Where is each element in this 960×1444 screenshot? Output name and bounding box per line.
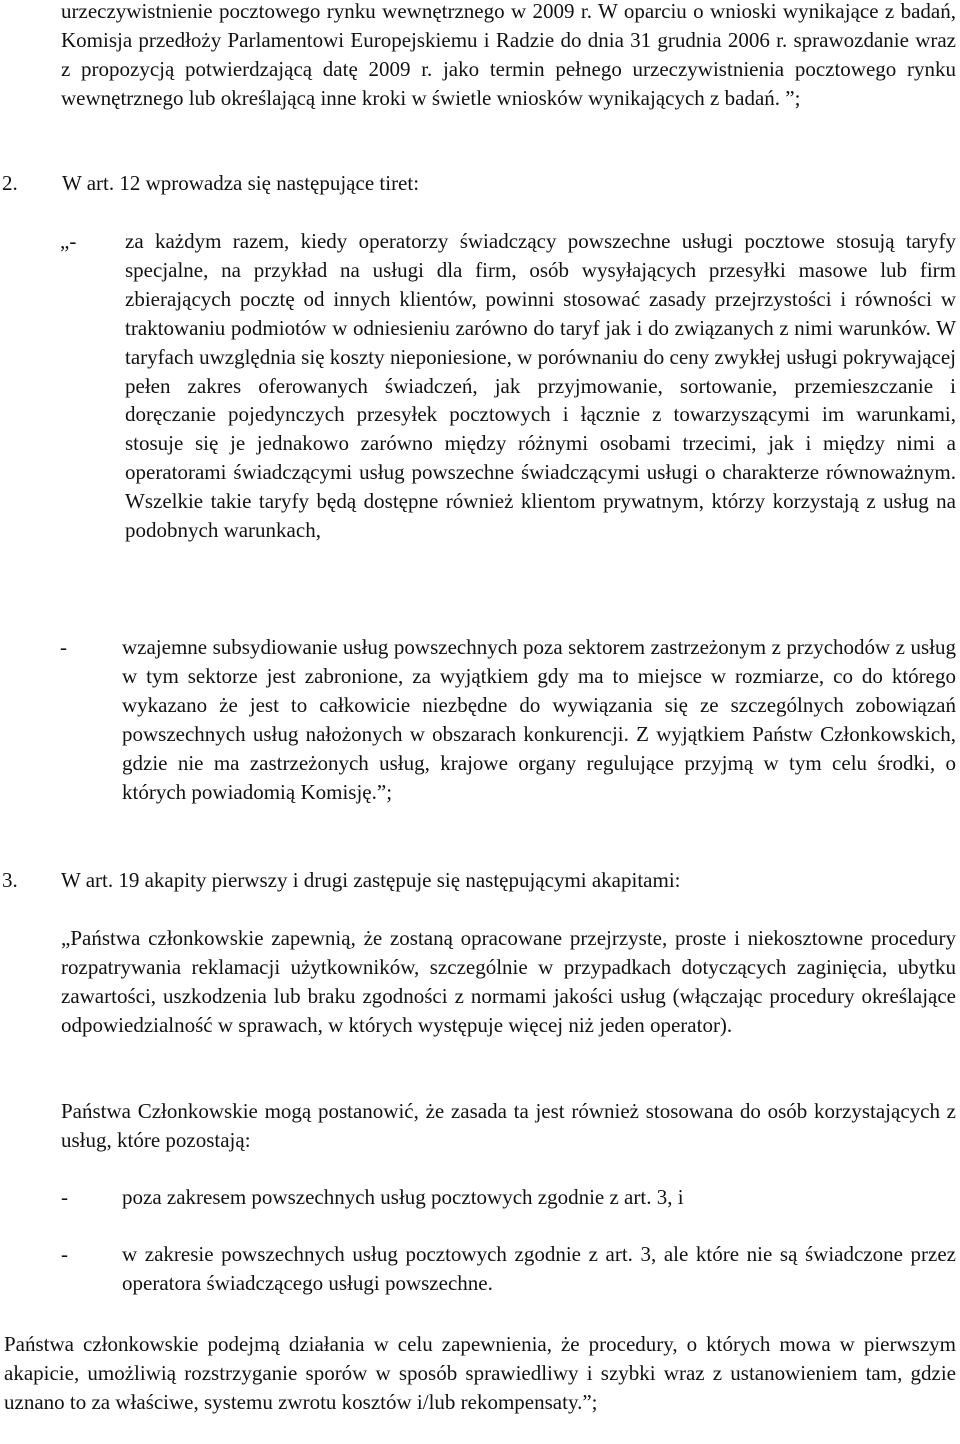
tiret-item-1-text: za każdym razem, kiedy operatorzy świadczący powszechne usługi pocztowe stosują taryfy specjalne, na przykład na usługi dla firm, osób wysyłających przesyłki masowe lub firm zbierających pocztę od innych klientów, powinni stosować zasady przejrzystości i równości w traktowaniu podmiotów w odniesieniu zarówno do taryf jak i do związanych z nimi warunków. W taryfach uwzględnia się koszty nieponiesione, w porównaniu do ceny zwykłej usługi pokrywającej pełen zakres oferowanych świadczeń, jak przyjmowanie, sortowanie, przemieszczanie i doręczanie pojedynczych przesyłek pocztowych i łącznie z towarzyszącymi im warunkami, stosuje się je jednakowo zarówno między różnymi osobami trzecimi, jak i między nimi a operatorami świadczącymi usług powszechne świadczącymi usługi o charakterze równoważnym. Wszelkie takie taryfy będą dostępne również klientom prywatnym, którzy korzystają z usług na podobnych warunkach, [125, 229, 956, 543]
list-item-2-text: W art. 12 wprowadza się następujące tiret: [62, 171, 420, 195]
sub-tiret-item-1-marker: - [61, 1185, 68, 1209]
intro-paragraph-text: urzeczywistnienie pocztowego rynku wewnętrznego w 2009 r. W oparciu o wnioski wynikające z badań, Komisja przedłoży Parlamentowi Europejskiemu i Radzie do dnia 31 grudnia 2006 r. sprawozdanie wraz z propozycją potwierdzającą datę 2009 r. jako termin pełnego urzeczywistnienia pocztowego rynku wewnętrznego lub określającą inne kroki w świetle wniosków wynikających z badań. ”; [61, 0, 956, 110]
closing-paragraph-text: Państwa członkowskie podejmą działania w celu zapewnienia, że procedury, o których mowa w pierwszym akapicie, umożliwią rozstrzyganie sporów w sposób sprawiedliwy i szybki wraz z ustanowieniem tam, gdzie uznano to za właściwe, systemu zwrotu kosztów i/lub rekompensaty.”; [4, 1332, 956, 1414]
list-item-2-number: 2. [2, 171, 18, 195]
quote-paragraph-1-text: „Państwa członkowskie zapewnią, że zostaną opracowane przejrzyste, proste i niekosztowne procedury rozpatrywania reklamacji użytkowników, szczególnie w przypadkach dotyczących zaginięcia, ubytku zawartości, uszkodzenia lub braku zgodności z normami jakości usług (włączając procedury określające odpowiedzialność w sprawach, w których występuje więcej niż jeden operator). [61, 926, 956, 1037]
tiret-item-1 [0, 227, 956, 607]
quote-paragraph-2 [61, 1097, 956, 1155]
quote-paragraph-2-text: Państwa Członkowskie mogą postanowić, że zasada ta jest również stosowana do osób korzystających z usług, które pozostają: [61, 1099, 956, 1152]
sub-tiret-item-2-text: w zakresie powszechnych usług pocztowych zgodnie z art. 3, ale które nie są świadczone przez operatora świadczącego usługi powszechne. [122, 1242, 956, 1295]
sub-tiret-item-1-text: poza zakresem powszechnych usług pocztowych zgodnie z art. 3, i [122, 1185, 684, 1209]
sub-tiret-item-2 [0, 1240, 956, 1300]
tiret-item-2-marker: - [60, 635, 67, 659]
sub-tiret-item-1 [0, 1183, 956, 1213]
tiret-item-2 [0, 633, 956, 833]
tiret-item-2-text: wzajemne subsydiowanie usług powszechnych poza sektorem zastrzeżonym z przychodów z usług w tym sektorze jest zabronione, za wyjątkiem gdy ma to miejsce w rozmiarze, co do którego wykazano że jest to całkowicie niezbędne do wywiązania się ze szczególnych zobowiązań powszechnych usług nałożonych w obszarach konkurencji. Z wyjątkiem Państw Członkowskich, gdzie nie ma zastrzeżonych usług, krajowe organy regulujące przyjmą w tym celu środki, o których powiadomią Komisję.”; [122, 635, 956, 804]
list-item-3-text: W art. 19 akapity pierwszy i drugi zastępuje się następującymi akapitami: [61, 868, 681, 892]
list-item-2 [0, 169, 956, 199]
tiret-item-1-marker: „- [60, 229, 77, 253]
closing-paragraph [4, 1330, 956, 1417]
sub-tiret-item-2-marker: - [61, 1242, 68, 1266]
quote-paragraph-1 [61, 924, 956, 1040]
list-item-3 [0, 866, 956, 896]
intro-paragraph [61, 0, 956, 113]
list-item-3-number: 3. [2, 868, 18, 892]
